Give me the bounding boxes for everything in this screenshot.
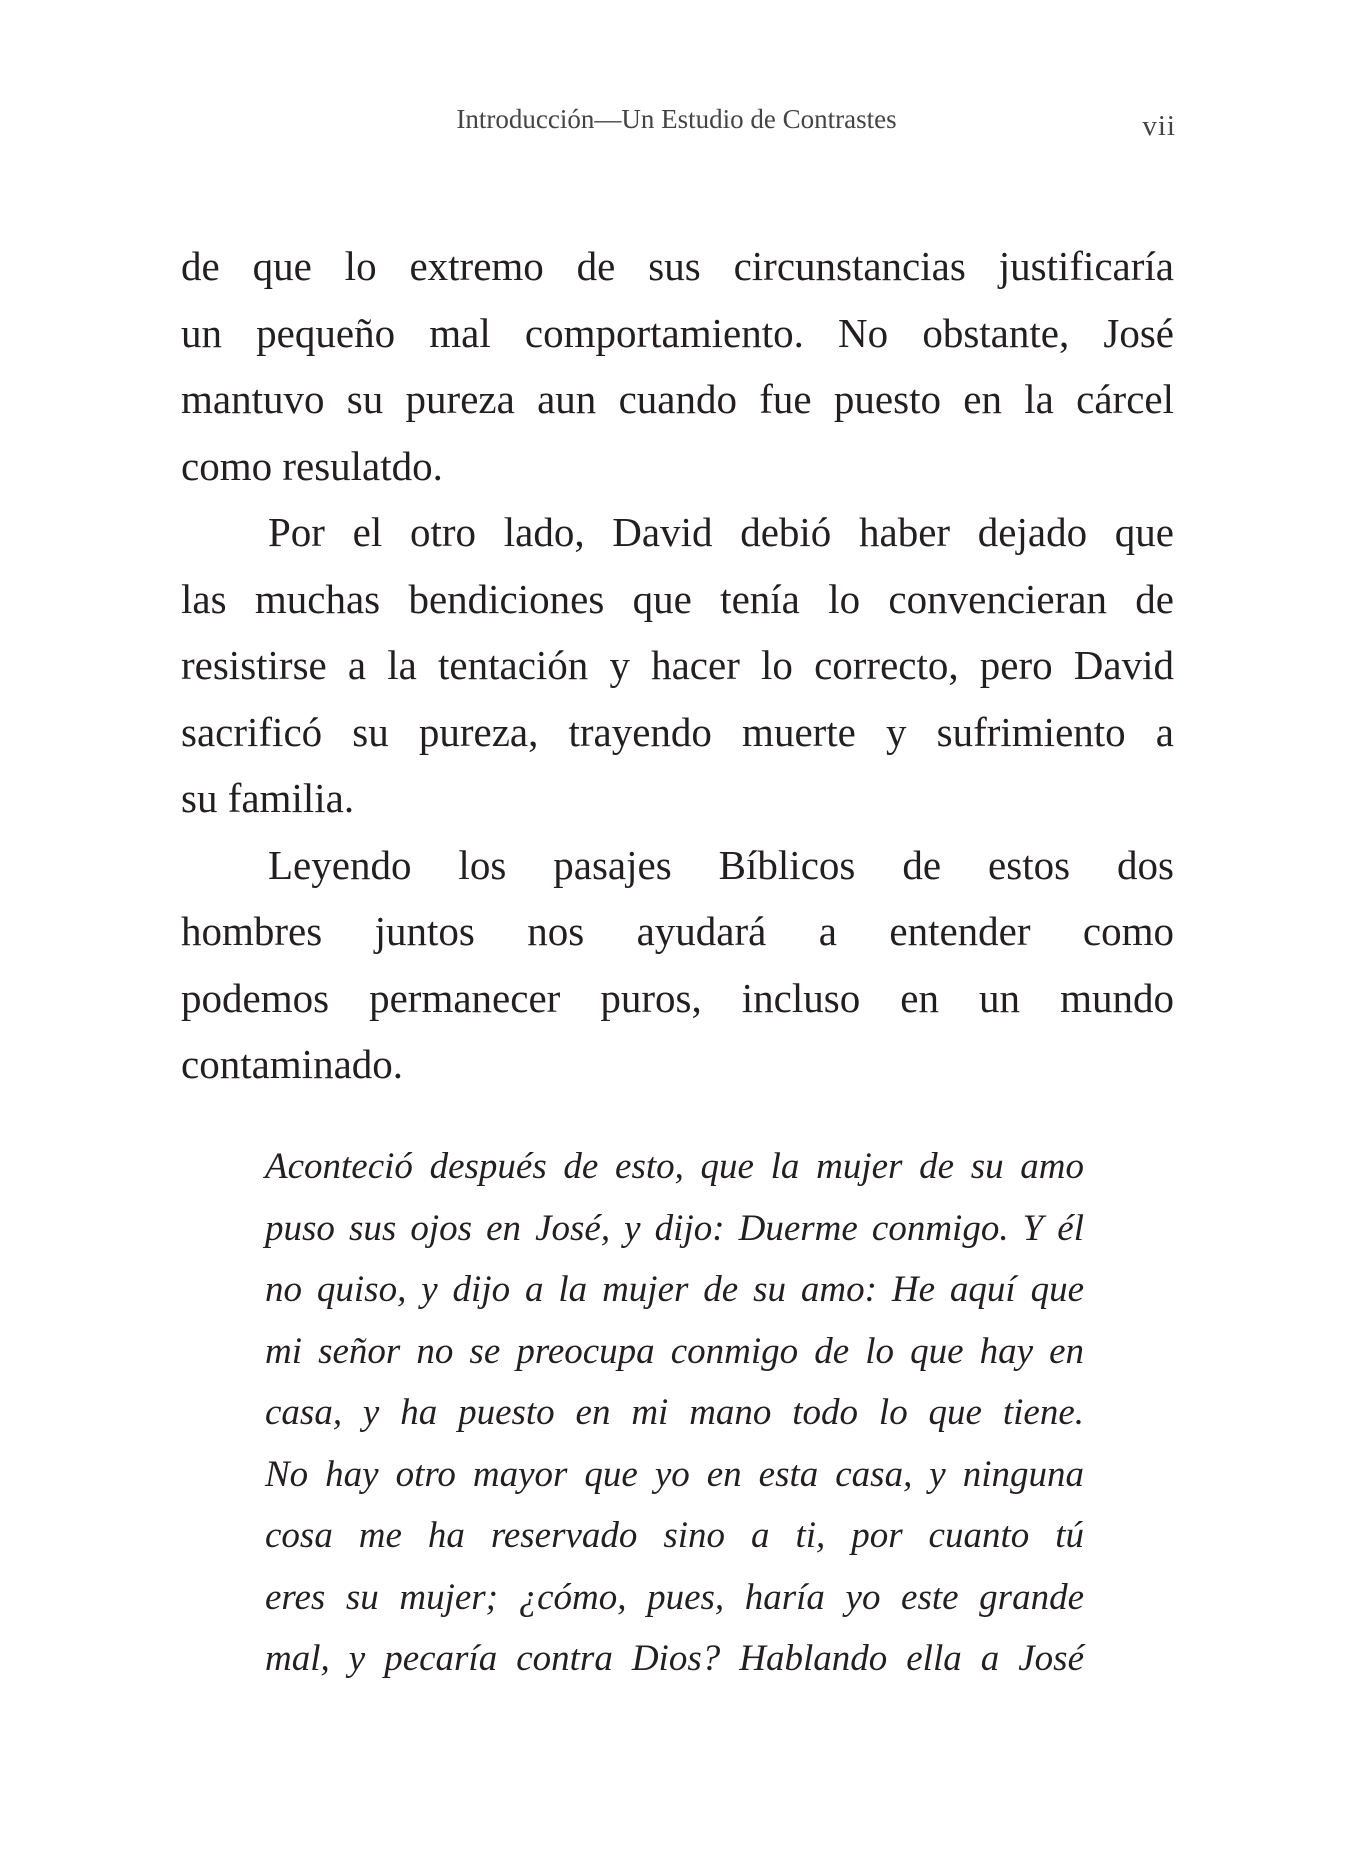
running-head: [0, 104, 1350, 144]
text-line: resistirse a la tentación y hacer lo correcto, pero David: [181, 642, 1174, 688]
quote-line: no quiso, y dijo a la mujer de su amo: He aquí que: [265, 1269, 1084, 1310]
quote-line: cosa me ha reservado sino a ti, por cuanto tú: [265, 1515, 1084, 1556]
quote-line: Aconteció después de esto, que la mujer de su amo: [265, 1146, 1084, 1187]
page-number: vii: [1142, 110, 1176, 142]
text-line: mantuvo su pureza aun cuando fue puesto en la cárcel: [181, 376, 1174, 422]
block-quote: [265, 1136, 1084, 1690]
running-title: Introducción—Un Estudio de Contrastes: [456, 104, 897, 134]
text-line: de que lo extremo de sus circunstancias justificaría: [181, 243, 1174, 289]
text-line: sacrificó su pureza, trayendo muerte y sufrimiento a: [181, 708, 1174, 755]
text-line: un pequeño mal comportamiento. No obstante, José: [181, 309, 1174, 356]
text-line: Por el otro lado, David debió haber dejado que: [268, 509, 1174, 555]
text-line: Leyendo los pasajes Bíblicos de estos dos: [268, 841, 1174, 888]
quote-line: No hay otro mayor que yo en esta casa, y ninguna: [265, 1453, 1084, 1495]
text-line: hombres juntos nos ayudará a entender como: [181, 908, 1174, 954]
text-line: contaminado.: [181, 1041, 404, 1087]
quote-line: puso sus ojos en José, y dijo: Duerme conmigo. Y él: [265, 1207, 1084, 1249]
paragraph-2: [181, 499, 1174, 832]
paragraph-3: [181, 832, 1174, 1098]
text-line: podemos permanecer puros, incluso en un mundo: [181, 974, 1174, 1021]
text-line: su familia.: [181, 775, 355, 821]
text-line: las muchas bendiciones que tenía lo convencieran de: [181, 575, 1174, 622]
quote-line: eres su mujer; ¿cómo, pues, haría yo este grande: [265, 1576, 1084, 1618]
quote-line: mal, y pecaría contra Dios? Hablando ella a José: [265, 1638, 1084, 1679]
paragraph-1: [181, 233, 1174, 499]
text-line: como resulatdo.: [181, 442, 443, 489]
body-text: [181, 233, 1174, 1098]
quote-line: mi señor no se preocupa conmigo de lo que hay en: [265, 1330, 1084, 1372]
quote-line: casa, y ha puesto en mi mano todo lo que tiene.: [265, 1392, 1084, 1433]
